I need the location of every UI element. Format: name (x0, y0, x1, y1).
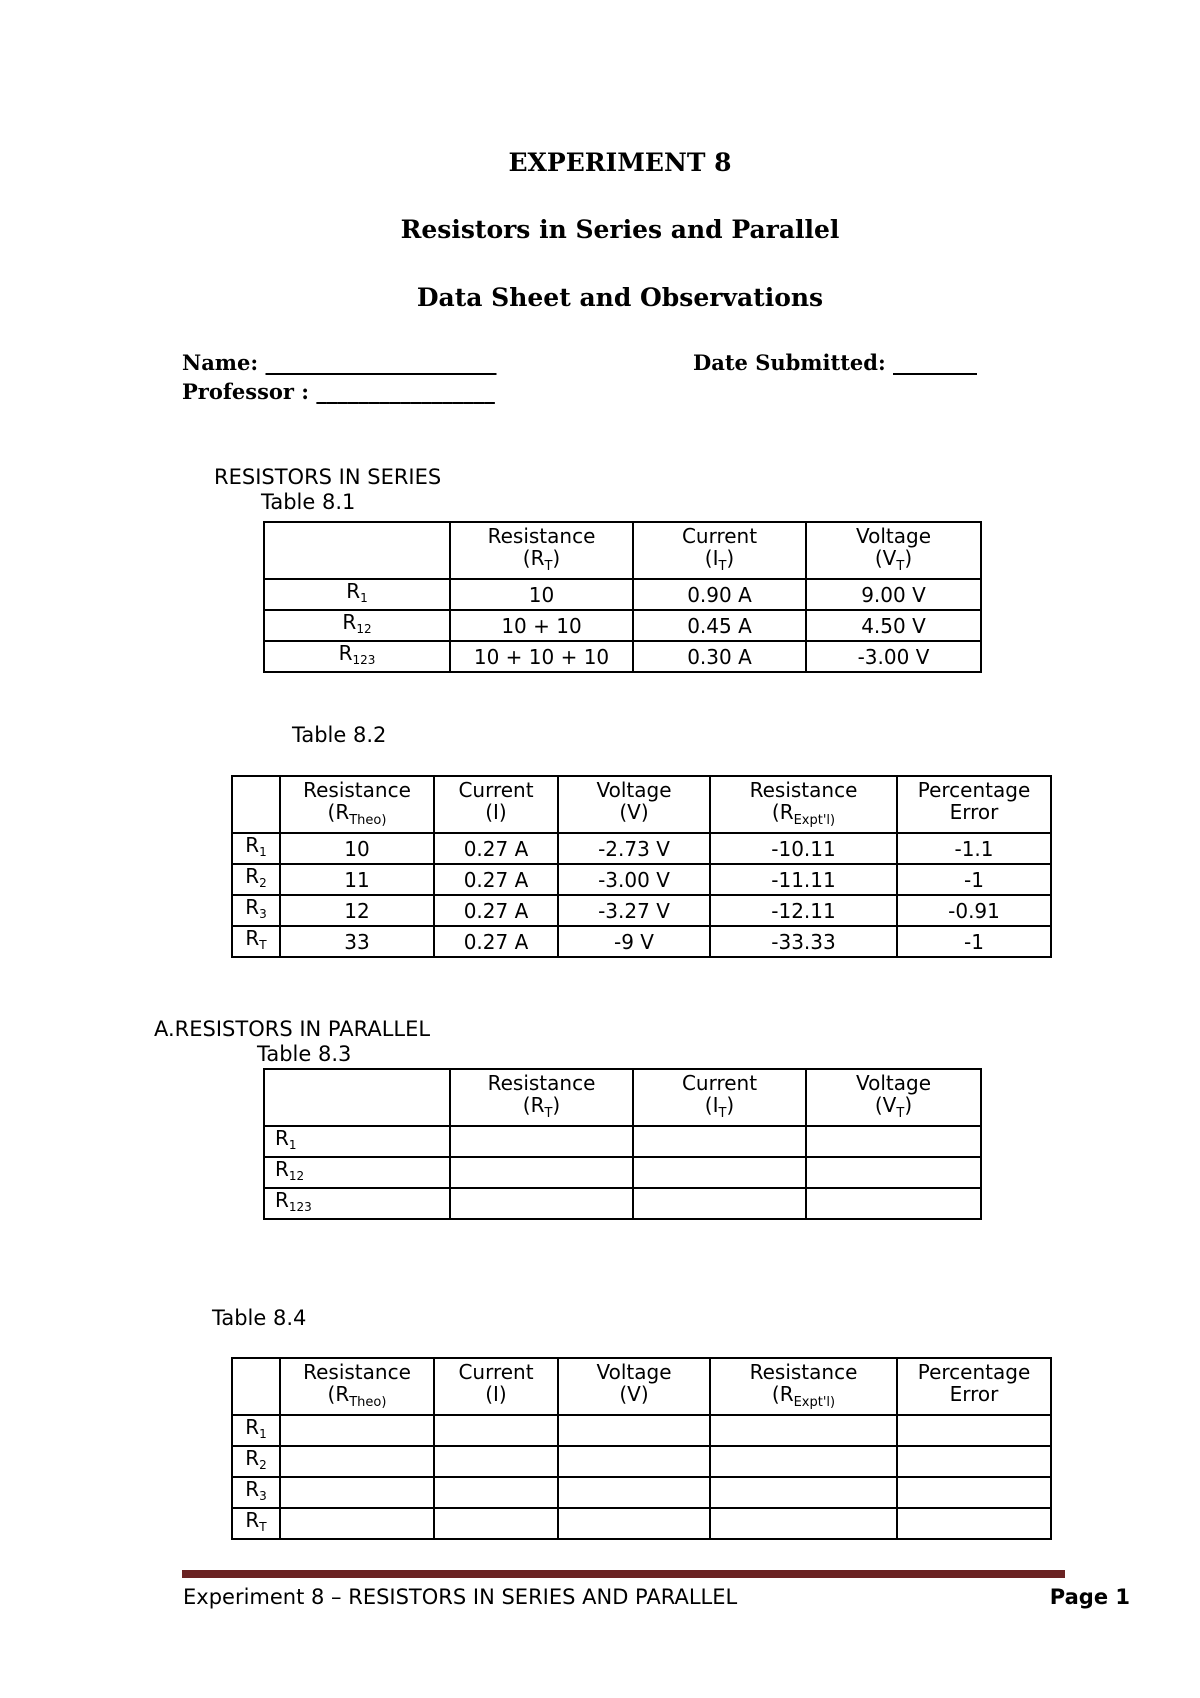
table-8-4 (231, 1357, 1052, 1540)
resistance-cell[interactable] (450, 1188, 633, 1219)
voltage-cell: -3.00 V (806, 641, 981, 672)
table1-header-row (264, 522, 981, 579)
table-row (264, 579, 981, 610)
expt-resistance-cell: -33.33 (710, 926, 897, 957)
table3-caption: Table 8.3 (257, 1042, 352, 1066)
experiment-title: EXPERIMENT 8 (508, 148, 732, 177)
error-cell: -1 (897, 926, 1051, 957)
table-8-1 (263, 521, 982, 673)
current-cell[interactable] (633, 1188, 806, 1219)
row-label: $R_1$ (232, 1415, 280, 1446)
expt-resistance-cell[interactable] (710, 1477, 897, 1508)
table4-header-resistance-theo: Resistance ($R_{Theo)}$ (280, 1358, 434, 1415)
professor-label: Professor : (182, 379, 310, 404)
resistance-cell[interactable] (280, 1446, 434, 1477)
expt-resistance-cell[interactable] (710, 1508, 897, 1539)
date-line (693, 350, 977, 375)
table-row (232, 864, 1051, 895)
error-cell[interactable] (897, 1477, 1051, 1508)
voltage-cell[interactable] (806, 1126, 981, 1157)
row-label: $R_1$ (264, 579, 450, 610)
table-row (232, 1415, 1051, 1446)
section-marker: A. (154, 1017, 175, 1041)
table-row (232, 895, 1051, 926)
table-row (264, 641, 981, 672)
resistance-cell: 10 + 10 + 10 (450, 641, 633, 672)
table2-header-resistance-theo: Resistance ($R_{Theo)}$ (280, 776, 434, 833)
table4-corner-cell (232, 1358, 280, 1415)
name-label: Name: (182, 350, 259, 375)
table3-header-current: Current $(I_T)$ (633, 1069, 806, 1126)
table2-header-voltage: Voltage (V) (558, 776, 710, 833)
current-cell[interactable] (633, 1157, 806, 1188)
resistance-cell: 12 (280, 895, 434, 926)
resistance-cell[interactable] (450, 1157, 633, 1188)
current-cell: 0.27 A (434, 864, 558, 895)
table2-header-error: Percentage Error (897, 776, 1051, 833)
row-label: $R_2$ (232, 1446, 280, 1477)
subject-title: Resistors in Series and Parallel (400, 215, 840, 244)
table2-header-row (232, 776, 1051, 833)
voltage-cell[interactable] (558, 1477, 710, 1508)
resistance-cell: 10 (280, 833, 434, 864)
table4-header-voltage: Voltage (V) (558, 1358, 710, 1415)
resistance-cell[interactable] (280, 1415, 434, 1446)
current-cell: 0.90 A (633, 579, 806, 610)
error-cell: -0.91 (897, 895, 1051, 926)
parallel-heading-text: RESISTORS IN PARALLEL (174, 1017, 431, 1041)
sheet-title: Data Sheet and Observations (416, 283, 824, 312)
name-blank[interactable]: ______________________ (265, 350, 497, 375)
current-cell[interactable] (434, 1415, 558, 1446)
professor-blank[interactable]: _________________ (316, 379, 495, 404)
table1-header-current: Current $(I_T)$ (633, 522, 806, 579)
table-row (264, 1126, 981, 1157)
table4-header-error: Percentage Error (897, 1358, 1051, 1415)
date-blank[interactable]: ________ (893, 350, 978, 375)
table1-caption: Table 8.1 (261, 490, 356, 514)
voltage-cell[interactable] (806, 1188, 981, 1219)
table2-header-current: Current (I) (434, 776, 558, 833)
row-label: $R_{12}$ (264, 1157, 450, 1188)
voltage-cell: 4.50 V (806, 610, 981, 641)
resistance-cell: 10 + 10 (450, 610, 633, 641)
table-row (232, 926, 1051, 957)
row-label: $R_{123}$ (264, 641, 450, 672)
footer-title: Experiment 8 – RESISTORS IN SERIES AND PARALLEL (183, 1585, 738, 1609)
row-label: $R_1$ (264, 1126, 450, 1157)
current-cell: 0.27 A (434, 833, 558, 864)
error-cell[interactable] (897, 1508, 1051, 1539)
voltage-cell: -2.73 V (558, 833, 710, 864)
resistance-cell[interactable] (450, 1126, 633, 1157)
resistance-cell: 11 (280, 864, 434, 895)
parallel-heading (154, 1017, 430, 1041)
expt-resistance-cell: -11.11 (710, 864, 897, 895)
voltage-cell: -3.00 V (558, 864, 710, 895)
resistance-cell[interactable] (280, 1477, 434, 1508)
series-heading: RESISTORS IN SERIES (214, 465, 442, 489)
table4-caption: Table 8.4 (212, 1306, 307, 1330)
expt-resistance-cell: -12.11 (710, 895, 897, 926)
voltage-cell: -9 V (558, 926, 710, 957)
table1-header-voltage: Voltage $(V_T)$ (806, 522, 981, 579)
name-line (182, 350, 496, 375)
table-row (264, 610, 981, 641)
current-cell[interactable] (434, 1446, 558, 1477)
row-label: $R_{12}$ (264, 610, 450, 641)
voltage-cell[interactable] (558, 1415, 710, 1446)
table-row (232, 1446, 1051, 1477)
table2-caption: Table 8.2 (292, 723, 387, 747)
error-cell[interactable] (897, 1415, 1051, 1446)
current-cell[interactable] (633, 1126, 806, 1157)
current-cell: 0.45 A (633, 610, 806, 641)
error-cell[interactable] (897, 1446, 1051, 1477)
page-number: Page 1 (1049, 1585, 1130, 1609)
resistance-cell[interactable] (280, 1508, 434, 1539)
table-row (264, 1157, 981, 1188)
row-label: $R_3$ (232, 895, 280, 926)
date-label: Date Submitted: (693, 350, 886, 375)
table2-header-resistance-expt: Resistance ($R_{Expt'l)}$ (710, 776, 897, 833)
voltage-cell[interactable] (558, 1508, 710, 1539)
current-cell: 0.27 A (434, 926, 558, 957)
voltage-cell: -3.27 V (558, 895, 710, 926)
current-cell[interactable] (434, 1477, 558, 1508)
table3-header-voltage: Voltage $(V_T)$ (806, 1069, 981, 1126)
table-8-3 (263, 1068, 982, 1220)
table-8-2 (231, 775, 1052, 958)
table3-header-row (264, 1069, 981, 1126)
professor-line (182, 379, 495, 404)
row-label: $R_T$ (232, 1508, 280, 1539)
voltage-cell[interactable] (806, 1157, 981, 1188)
current-cell[interactable] (434, 1508, 558, 1539)
error-cell: -1.1 (897, 833, 1051, 864)
footer-divider (182, 1570, 1065, 1578)
row-label: $R_3$ (232, 1477, 280, 1508)
table4-header-resistance-expt: Resistance ($R_{Expt'l)}$ (710, 1358, 897, 1415)
voltage-cell: 9.00 V (806, 579, 981, 610)
current-cell: 0.27 A (434, 895, 558, 926)
table4-header-current: Current (I) (434, 1358, 558, 1415)
table-row (232, 1508, 1051, 1539)
table2-corner-cell (232, 776, 280, 833)
current-cell: 0.30 A (633, 641, 806, 672)
expt-resistance-cell: -10.11 (710, 833, 897, 864)
error-cell: -1 (897, 864, 1051, 895)
table1-corner-cell (264, 522, 450, 579)
table3-corner-cell (264, 1069, 450, 1126)
voltage-cell[interactable] (558, 1446, 710, 1477)
expt-resistance-cell[interactable] (710, 1446, 897, 1477)
resistance-cell: 33 (280, 926, 434, 957)
table-row (232, 833, 1051, 864)
row-label: $R_1$ (232, 833, 280, 864)
row-label: $R_{123}$ (264, 1188, 450, 1219)
table1-header-resistance: Resistance $(R_T)$ (450, 522, 633, 579)
table-row (264, 1188, 981, 1219)
table3-header-resistance: Resistance $(R_T)$ (450, 1069, 633, 1126)
expt-resistance-cell[interactable] (710, 1415, 897, 1446)
table-row (232, 1477, 1051, 1508)
row-label: $R_T$ (232, 926, 280, 957)
resistance-cell: 10 (450, 579, 633, 610)
table4-header-row (232, 1358, 1051, 1415)
row-label: $R_2$ (232, 864, 280, 895)
